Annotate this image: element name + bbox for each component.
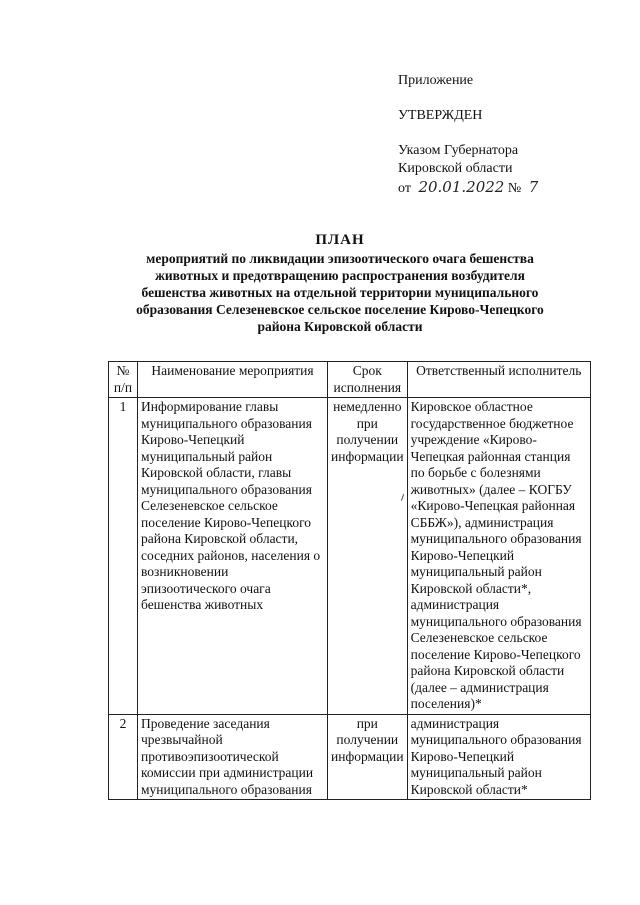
decree-line-2: Кировской области xyxy=(398,161,513,176)
header-name: Наименование мероприятия xyxy=(138,362,328,398)
measures-table xyxy=(108,361,591,800)
row-name: Проведение заседания чрезвычайной противоэпизоотической комиссии при администрации муниципального образования xyxy=(138,714,328,800)
row-responsible: администрация муниципального образования Кирово-Чепецкий муниципальный район Кировской области* xyxy=(407,714,590,800)
title-line-2: животных и предотвращению распространения возбудителя xyxy=(155,268,525,283)
row-term: немедленно при получении информации xyxy=(328,398,408,715)
row-num: 1 xyxy=(109,398,138,715)
row-num: 2 xyxy=(109,714,138,800)
number-sign: № xyxy=(507,181,522,196)
plan-heading: ПЛАН xyxy=(315,232,365,248)
header-responsible: Ответственный исполнитель xyxy=(407,362,590,398)
title-line-5: района Кировской области xyxy=(257,319,423,334)
appendix-label: Приложение xyxy=(398,73,474,88)
row-responsible: Кировское областное государственное бюджетное учреждение «Кирово-Чепецкая районная станция по борьбе с болезнями животных» (далее – КОГБУ «Кирово-Чепецкая районная СББЖ»), администрация муниципального образования Кирово-Чепецкий муниципальный район Кировской области*, администрация муниципального образования Селезеневское сельское поселение Кирово-Чепецкого района Кировской области (далее – администрация поселения)* xyxy=(407,398,590,715)
handwritten-date: 20.01.2022 xyxy=(418,178,505,196)
title-line-1: мероприятий по ликвидации эпизоотического очага бешенства xyxy=(146,251,534,266)
decree-date-line xyxy=(398,178,538,198)
table-row xyxy=(109,714,591,800)
header-term: Срок исполнения xyxy=(328,362,408,398)
date-prefix: от xyxy=(398,181,411,196)
title-line-4: образования Селезеневское сельское поселение Кирово-Чепецкого xyxy=(136,302,544,317)
row-name: Информирование главы муниципального образования Кирово-Чепецкий муниципальный район Кировской области, главы муниципального образования Селезеневское сельское поселение Кирово-Чепецкого района Кировской области, соседних районов, населения о возникновении эпизоотического очага бешенства животных xyxy=(138,398,328,715)
table-row xyxy=(109,398,591,715)
approved-label: УТВЕРЖДЕН xyxy=(398,108,483,123)
document-title xyxy=(110,230,570,335)
row-term: при получении информации xyxy=(328,714,408,800)
approval-stamp xyxy=(398,72,538,198)
decree-line-1: Указом Губернатора xyxy=(398,143,519,158)
table-header-row xyxy=(109,362,591,398)
header-num: № п/п xyxy=(109,362,138,398)
handwritten-number: 7 xyxy=(528,178,539,196)
title-line-3: бешенства животных на отдельной территории муниципального xyxy=(141,285,539,300)
